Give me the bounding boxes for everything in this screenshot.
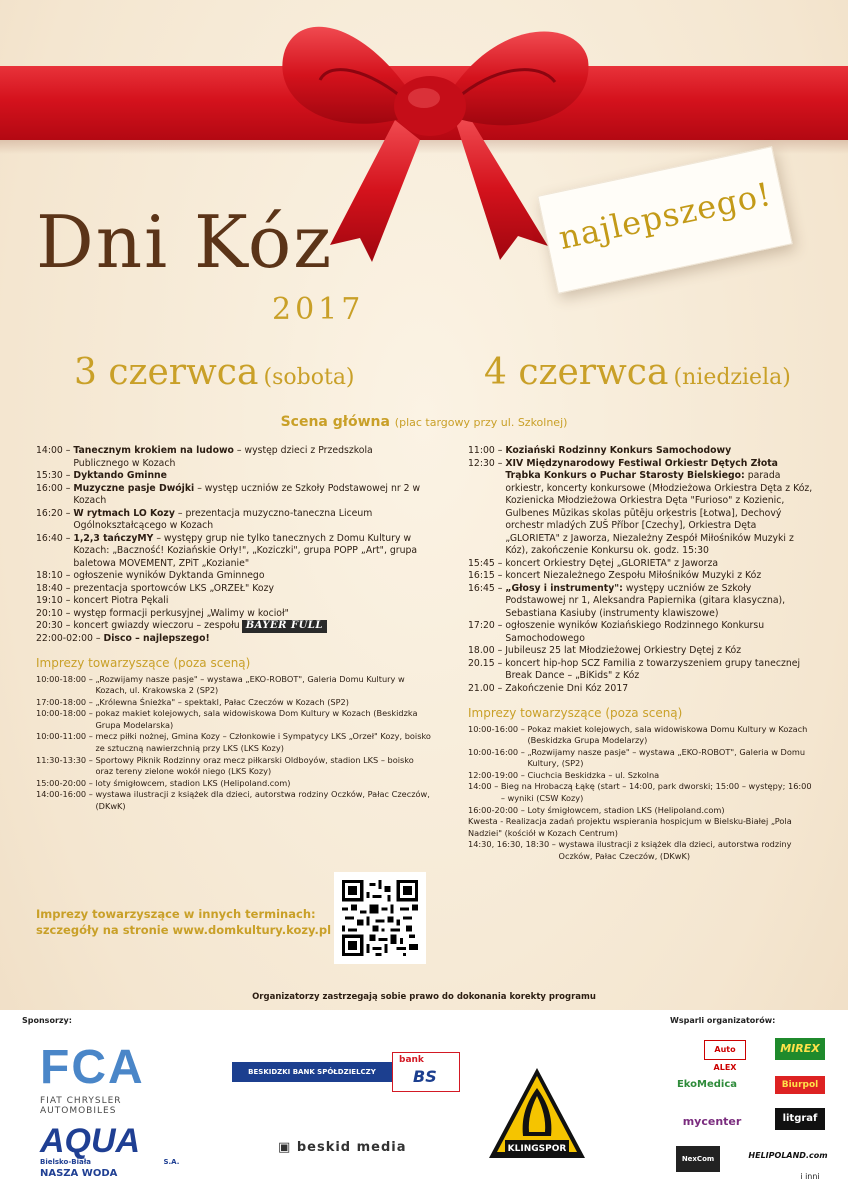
schedule-item: [36, 445, 431, 470]
item-description: [73, 533, 431, 571]
item-time: 14:00-16:00 –: [36, 789, 96, 800]
bbs-logo[interactable]: [232, 1052, 460, 1092]
item-time: 12:30 –: [468, 457, 506, 469]
extra-item: [36, 674, 431, 697]
bbs-logo-bar: BESKIDZKI BANK SPÓŁDZIELCZY: [232, 1062, 392, 1082]
tag-text: najlepszego!: [555, 174, 775, 257]
item-text: „Rozwijamy nasze pasje" – wystawa „EKO-ROBOT", Galeria Domu Kultury w Kozach, ul. Krakowska 2 (SP2): [95, 673, 405, 696]
item-text: koncert Niezależnego Zespołu Miłośników Muzyki z Kóz: [505, 570, 762, 581]
schedule-item: [36, 483, 431, 508]
item-highlight: Dyktando Gminne: [73, 470, 167, 481]
aqua-logo-text: AQUA: [40, 1122, 141, 1160]
main-stage-title: Scena główna: [280, 414, 390, 430]
item-time: 11:30-13:30 –: [36, 754, 96, 765]
item-text: ogłoszenie wyników Dyktanda Gminnego: [73, 570, 265, 581]
item-text: parada orkiestr, koncerty konkursowe (Młodzieżowa Orkiestra Dęta z Kóz, Kozienicka Młodzieżowa Orkiestra Dęta "Furioso" z Kozienic, Gulbenes Mūzikas skolas pūtēju orķestris [Łotwa], Dechový orchestr mladých ZUŠ Příbor [Czechy], Orkiestra Dęta „GLORIETA" z Jaworza, Niezależny Zespół Miłośników Muzyki z Kóz), zakończenie Konkursu ok. godz. 15:30: [505, 470, 813, 556]
item-text: – prezentacja muzyczno-taneczna Liceum Ogólnokształcącego w Kozach: [73, 507, 373, 531]
schedule-item: [468, 445, 813, 458]
extra-item: [36, 708, 431, 731]
fca-logo-sub: FIAT CHRYSLER AUTOMOBILES: [40, 1096, 122, 1116]
item-time: 10:00-16:00 –: [468, 723, 528, 734]
others-label: i inni: [800, 1172, 820, 1181]
item-time: 21.00 –: [468, 682, 506, 694]
item-highlight: Tanecznym krokiem na ludowo: [73, 445, 234, 456]
item-text: prezentacja sportowców LKS „ORZEŁ" Kozy: [73, 582, 274, 594]
item-time: 16:15 –: [468, 570, 506, 581]
extra-item: [468, 781, 813, 804]
item-description: [505, 570, 813, 583]
extra-item: [36, 789, 431, 812]
aqua-water-text: NASZA WODA: [40, 1168, 118, 1179]
item-description: [505, 558, 813, 571]
item-highlight: W rytmach LO Kozy: [73, 507, 175, 519]
schedule-item: [36, 533, 431, 571]
item-highlight: Koziański Rodzinny Konkurs Samochodowy: [505, 445, 732, 456]
item-text: Sportowy Piknik Rodzinny oraz mecz piłkarski Oldboyów, stadion LKS – boisko oraz tereny zielone wokół niego (LKS Kozy): [95, 754, 414, 777]
item-time: 12:00-19:00 –: [468, 769, 528, 780]
item-description: [73, 483, 431, 508]
item-time: 18.00 –: [468, 645, 506, 656]
day2-weekday: (niedziela): [673, 365, 791, 390]
item-time: 10:00-16:00 –: [468, 746, 528, 757]
item-highlight: XIV Międzynarodowy Festiwal Orkiestr Dętych Złota Trąbka Konkurs o Puchar Starosty Bielskiego:: [505, 457, 778, 481]
item-time: 15:30 –: [36, 470, 74, 481]
item-description: [73, 445, 431, 470]
item-text: – występ uczniów ze Szkoły Podstawowej nr 2 w Kozach: [73, 482, 421, 506]
bbs-bank-text: bank: [399, 1055, 424, 1065]
schedule-item: [468, 683, 813, 696]
item-time: 20:30 –: [36, 620, 74, 631]
item-text: mecz piłki nożnej, Gmina Kozy – Członkowie i Sympatycy LKS „Orzeł" Kozy, boisko ze sztuczną nawierzchnią przy LKS (LKS Kozy): [95, 731, 431, 754]
item-time: 19:10 –: [36, 595, 74, 606]
aqua-logo-sub: [40, 1158, 210, 1166]
schedule-item: [36, 608, 431, 621]
item-time: 17:00-18:00 –: [36, 696, 96, 707]
day1-extra-list: [36, 674, 431, 813]
event-title: Dni Kóz: [36, 200, 334, 284]
item-time: 10:00-18:00 –: [36, 708, 96, 719]
day1-heading: [74, 352, 355, 393]
item-description: [73, 508, 431, 533]
klingspor-logo[interactable]: [487, 1066, 587, 1166]
item-text: Loty śmigłowcem, stadion LKS (Helipoland.com): [527, 804, 725, 815]
extra-item: [468, 770, 813, 782]
litgraf-logo[interactable]: litgraf: [775, 1108, 825, 1130]
bbs-logo-box: [392, 1052, 460, 1092]
extra-item: [468, 839, 813, 862]
item-highlight: 1,2,3 tańczyMY: [73, 532, 154, 544]
helipoland-logo[interactable]: HELIPOLAND.com: [748, 1151, 828, 1160]
schedule-item: [36, 620, 431, 633]
item-description: [104, 633, 432, 646]
item-text: „Rozwijamy nasze pasje" – wystawa „EKO-ROBOT", Galeria w Domu Kultury, (SP2): [527, 746, 806, 769]
other-events-line1: Imprezy towarzyszące w innych terminach:: [36, 907, 316, 921]
item-text: Ciuchcia Beskidzka – ul. Szkolna: [527, 769, 660, 780]
item-description: [73, 595, 431, 608]
fca-logo-text: FCA: [40, 1041, 145, 1094]
schedule-item: [468, 620, 813, 645]
ekomedica-logo[interactable]: EkoMedica: [676, 1079, 738, 1090]
aqua-sa: S.A.: [163, 1158, 180, 1166]
band-name: BAYER FULL: [242, 620, 327, 633]
extra-item: [468, 816, 813, 839]
beskid-media-logo[interactable]: [278, 1140, 407, 1155]
event-year: 2017: [272, 292, 365, 327]
biurpol-logo[interactable]: Biurpol: [775, 1076, 825, 1094]
schedule-item: [36, 595, 431, 608]
item-time: 16:45 –: [468, 582, 506, 594]
day1-date: 3 czerwca: [74, 352, 259, 393]
item-description: [505, 458, 813, 558]
day2-extra-list: [468, 724, 813, 863]
item-text: wystawa ilustracji z książek dla dzieci, autorstwa rodziny Oczków, Pałac Czeczów, (DKwK): [95, 789, 430, 812]
extra-item: [36, 755, 431, 778]
sponsors-label: Sponsorzy:: [22, 1016, 72, 1025]
item-time: 20:10 –: [36, 607, 74, 619]
schedule-item: [36, 583, 431, 596]
item-time: 22:00-02:00 –: [36, 632, 104, 644]
day2-heading: [484, 352, 791, 393]
item-time: 11:00 –: [468, 445, 506, 456]
item-description: [73, 470, 431, 483]
item-text: Jubileusz 25 lat Młodzieżowej Orkiestry Dętej z Kóz: [505, 645, 742, 656]
item-highlight: „Głosy i instrumenty":: [505, 582, 623, 594]
item-time: 15:00-20:00 –: [36, 777, 96, 788]
extra-item: [468, 805, 813, 817]
bbs-mark-text: BS: [413, 1067, 437, 1086]
klingspor-text: KLINGSPOR: [507, 1144, 567, 1154]
day1-schedule: [36, 445, 431, 813]
item-time: 16:00-20:00 –: [468, 804, 528, 815]
other-events: [36, 906, 336, 938]
item-time: 15:45 –: [468, 557, 506, 569]
item-description: [73, 608, 431, 621]
extra-item: [468, 747, 813, 770]
day1-weekday: (sobota): [263, 365, 355, 390]
extra-item: [36, 697, 431, 709]
aqua-city: Bielsko-Biała: [40, 1158, 92, 1166]
item-text: ogłoszenie wyników Koziańskiego Rodzinnego Konkursu Samochodowego: [505, 620, 765, 644]
schedule-item: [468, 458, 813, 558]
item-text: „Królewna Śnieżka" – spektakl, Pałac Czeczów w Kozach (SP2): [95, 696, 349, 707]
beskid-text: beskid media: [296, 1140, 407, 1155]
item-description: [505, 645, 813, 658]
item-text: – występy grup nie tylko tanecznych z Domu Kultury w Kozach: „Baczność! Koziańskie Orły!", „Koziczki", grupa POPP „Art", grupa baletowa MOVEMENT, ZPiT „Kozianie": [73, 532, 418, 569]
qr-code-icon[interactable]: [334, 872, 426, 964]
item-description: [73, 620, 431, 633]
item-highlight: Disco – najlepszego!: [103, 632, 210, 644]
item-text: Bieg na Hrobaczą Łąkę (start – 14:00, park dworski; 15:00 – występy; 16:00 – wyniki (CSW Kozy): [500, 781, 812, 804]
extra-item: [468, 724, 813, 747]
item-text: – występ dzieci z Przedszkola Publicznego w Kozach: [73, 445, 373, 469]
day1-extra-title: Imprezy towarzyszące (poza sceną): [36, 656, 251, 670]
schedule-item: [468, 570, 813, 583]
item-description: [505, 620, 813, 645]
day1-main-list: [36, 445, 431, 645]
item-text: Kwesta - Realizacja zadań projektu wspierania hospicjum w Bielsku-Białej „Pola Nadziei" (kościół w Kozach Centrum): [468, 816, 792, 838]
item-time: 16:40 –: [36, 532, 74, 544]
day2-extra-title: Imprezy towarzyszące (poza sceną): [468, 706, 683, 720]
item-text: loty śmigłowcem, stadion LKS (Helipoland.com): [95, 777, 291, 788]
disclaimer-note: Organizatorzy zastrzegają sobie prawo do dokonania korekty programu: [252, 992, 596, 1002]
day2-date: 4 czerwca: [484, 352, 669, 393]
autoalex-logo[interactable]: Auto ALEX: [704, 1040, 746, 1060]
schedule-item: [468, 658, 813, 683]
item-text: koncert hip-hop SCZ Familia z towarzyszeniem grupy tanecznej Break Dance – „BiKids" z Kóz: [505, 657, 801, 681]
extra-item: [36, 731, 431, 754]
item-highlight: Muzyczne pasje Dwójki: [73, 482, 195, 494]
item-time: 10:00-18:00 –: [36, 673, 96, 684]
item-text: koncert Piotra Pękali: [73, 595, 169, 606]
schedule-item: [36, 570, 431, 583]
supporters-label: Wsparli organizatorów:: [670, 1016, 776, 1025]
item-text: wystawa ilustracji z książek dla dzieci, autorstwa rodziny Oczków, Pałac Czeczów, (DKwK): [558, 839, 792, 862]
beskid-icon: ▣: [278, 1140, 292, 1155]
item-description: [73, 583, 431, 596]
schedule-item: [36, 633, 431, 646]
item-time: 14:00 –: [36, 445, 74, 456]
item-text: pokaz makiet kolejowych, sala widowiskowa Dom Kultury w Kozach (Beskidzka Grupa Modelarska): [95, 708, 418, 730]
fca-logo[interactable]: [40, 1041, 200, 1116]
item-text: występ formacji perkusyjnej „Walimy w kocioł": [73, 607, 289, 619]
schedule-item: [468, 645, 813, 658]
nexcom-logo[interactable]: NexCom: [676, 1146, 720, 1172]
item-text: koncert Orkiestry Dętej „GLORIETA" z Jaworza: [505, 557, 719, 569]
item-time: 18:40 –: [36, 582, 74, 594]
item-time: 14:00 –: [468, 781, 501, 792]
item-description: [505, 683, 813, 696]
day2-schedule: [468, 445, 813, 863]
schedule-item: [36, 470, 431, 483]
item-time: 16:00 –: [36, 482, 74, 494]
schedule-item: [468, 583, 813, 621]
item-time: 10:00-11:00 –: [36, 731, 96, 742]
schedule-item: [468, 558, 813, 571]
item-text: Zakończenie Dni Kóz 2017: [505, 682, 629, 694]
item-time: 18:10 –: [36, 570, 74, 581]
item-description: [505, 583, 813, 621]
other-events-link[interactable]: szczegóły na stronie www.domkultury.kozy.pl: [36, 923, 332, 937]
item-time: 17:20 –: [468, 620, 506, 631]
mycenter-logo[interactable]: mycenter: [682, 1115, 742, 1128]
schedule-item: [36, 508, 431, 533]
item-text: koncert gwiazdy wieczoru – zespołu: [73, 620, 240, 631]
item-time: 16:20 –: [36, 507, 74, 519]
item-description: [73, 570, 431, 583]
item-description: [505, 658, 813, 683]
mirex-logo[interactable]: MIREX: [775, 1038, 825, 1060]
item-time: 20.15 –: [468, 657, 506, 669]
item-text: Pokaz makiet kolejowych, sala widowiskowa Domu Kultury w Kozach (Beskidzka Grupa Modelarzy): [527, 723, 808, 746]
day2-main-list: [468, 445, 813, 695]
item-time: 14:30, 16:30, 18:30 –: [468, 839, 559, 850]
extra-item: [36, 778, 431, 790]
aqua-logo[interactable]: [40, 1124, 210, 1179]
main-stage-heading: [0, 414, 848, 430]
item-description: [505, 445, 813, 458]
main-stage-place: (plac targowy przy ul. Szkolnej): [394, 416, 568, 429]
item-text: występy uczniów ze Szkoły Podstawowej nr 1, Aleksandra Papiernika (gitara klasyczna), Sebastiana Kasiuby (instrumenty klawiszowe): [505, 582, 786, 619]
